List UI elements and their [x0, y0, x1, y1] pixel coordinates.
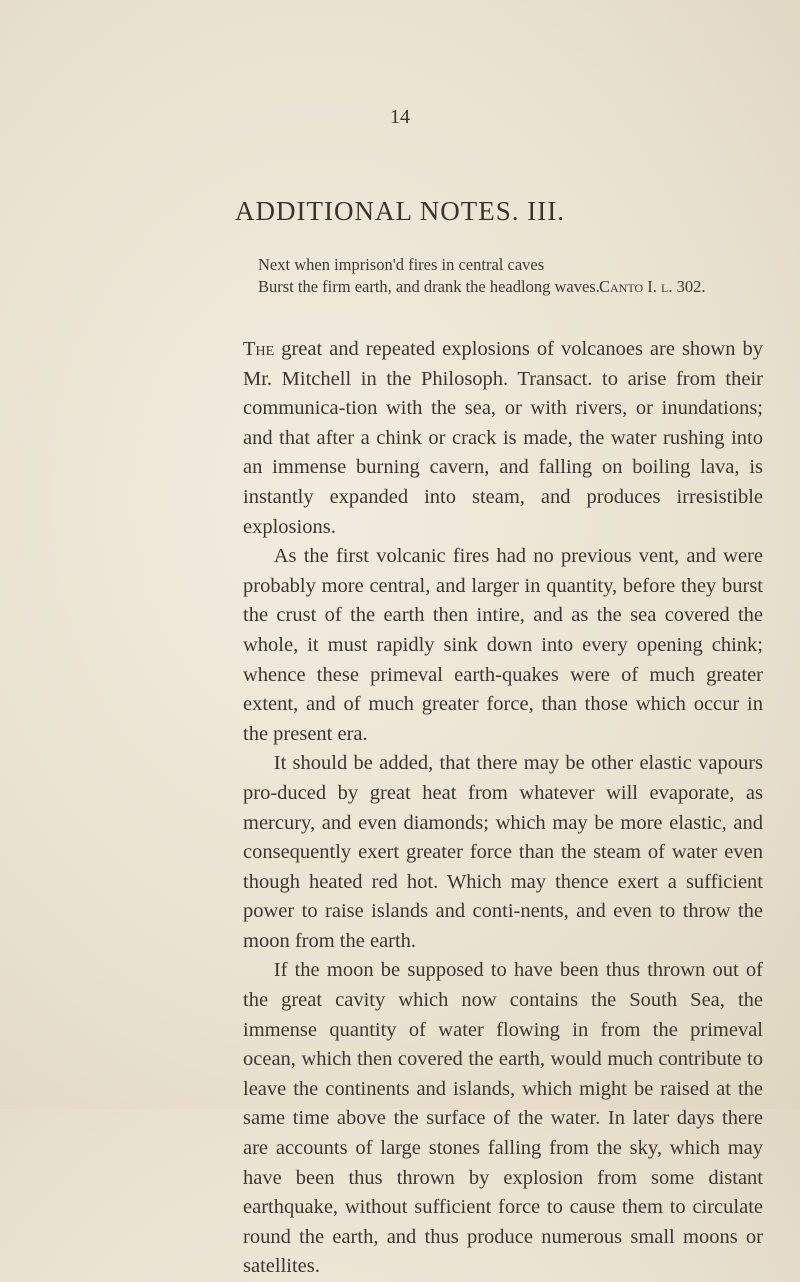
- paragraph-lead-in: The: [243, 338, 275, 360]
- epigraph-line-1: Next when imprison'd fires in central caves: [258, 255, 545, 274]
- paragraph-text: If the moon be supposed to have been thus thrown out of the great cavity which now contains the South Sea, the immense quantity of water flowing in from the primeval ocean, which then covered the earth, would much contribute to leave the continents and islands, which might be raised at the same time above the surface of the water. In later days there are accounts of large stones falling from the sky, which may have been thus thrown by explosion from some distant earthquake, without sufficient force to cause them to circulate round the earth, and thus produce numerous small moons or satellites.: [243, 959, 763, 1278]
- paragraph-3: [243, 749, 763, 956]
- page-number: 14: [390, 106, 410, 128]
- paragraph-text: great and repeated explosions of volcanoes are shown by Mr. Mitchell in the Philosoph. Transact. to arise from their communica-tion with the sea, or with rivers, or inundations; and that after a chink or crack is made, the water rushing into an immense burning cavern, and falling on boiling lava, is instantly expanded into steam, and produces irresistible explosions.: [243, 338, 763, 538]
- paragraph-2: [243, 542, 763, 749]
- note-body: [243, 335, 763, 1282]
- section-title: ADDITIONAL NOTES. III.: [235, 196, 565, 226]
- paragraph-1: [243, 335, 763, 542]
- paragraph-text: It should be added, that there may be other elastic vapours pro-duced by great heat from whatever will evaporate, as mercury, and even diamonds; which may be more elastic, and consequently exert greater force than the steam of water even though heated red hot. Which may thence exert a sufficient power to raise islands and conti-nents, and even to throw the moon from the earth.: [243, 752, 763, 952]
- paragraph-4: [243, 956, 763, 1282]
- epigraph-citation: Canto I. l. 302.: [599, 277, 706, 296]
- paragraph-text: As the first volcanic fires had no previous vent, and were probably more central, and larger in quantity, before they burst the crust of the earth then intire, and as the sea covered the whole, it must rapidly sink down into every opening chink; whence these primeval earth-quakes were of much greater extent, and of much greater force, than those which occur in the present era.: [243, 545, 763, 745]
- epigraph-line-2: Burst the firm earth, and drank the headlong waves.: [258, 277, 600, 296]
